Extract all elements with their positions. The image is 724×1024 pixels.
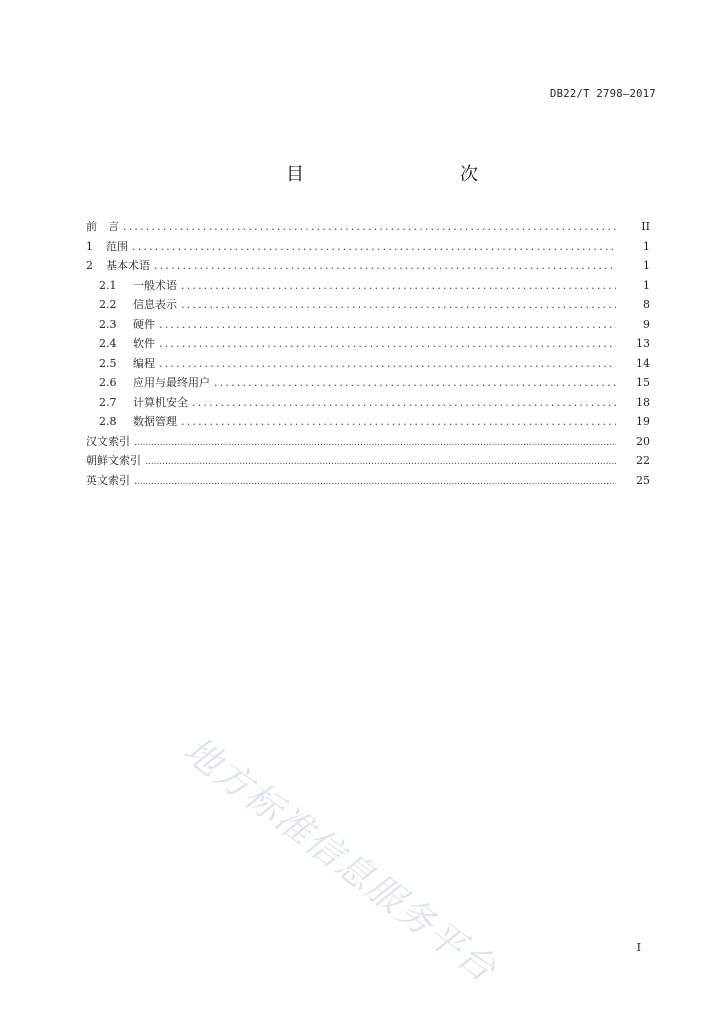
toc-entry-number: 前 言 xyxy=(86,220,119,233)
toc-entry-number: 2.4 xyxy=(99,337,117,350)
toc-entry[interactable] xyxy=(86,394,650,414)
watermark: 地方标准信息服务平台 xyxy=(175,729,505,991)
toc-entry-number: 2.2 xyxy=(99,298,117,311)
toc-entry-page: 22 xyxy=(636,454,650,467)
toc-leader-dots xyxy=(192,396,616,409)
toc-entry-page: 1 xyxy=(643,259,650,272)
toc-entry[interactable] xyxy=(86,374,650,394)
toc-entry-label: 信息表示 xyxy=(133,298,177,311)
page-title: 目 次 xyxy=(286,164,518,185)
toc-entry-page: 25 xyxy=(636,473,650,487)
toc-leader-dots xyxy=(181,415,616,428)
toc-entry-page: 13 xyxy=(636,337,650,350)
toc-entry[interactable] xyxy=(86,355,650,375)
toc-entry-number: 2.3 xyxy=(99,317,117,331)
toc-leader-dots xyxy=(132,240,616,253)
toc-entry[interactable] xyxy=(86,296,650,316)
toc-entry-label: 汉文索引 xyxy=(86,434,130,448)
toc-entry-number: 2.8 xyxy=(99,415,117,428)
toc-entry[interactable] xyxy=(86,433,650,453)
toc-entry-page: 18 xyxy=(636,395,650,409)
toc-leader-dots xyxy=(134,438,616,448)
toc-entry-label: 编程 xyxy=(133,356,155,370)
toc-entry-label: 数据管理 xyxy=(133,415,177,428)
toc-entry[interactable] xyxy=(86,472,650,492)
toc-entry-label: 朝鲜文索引 xyxy=(86,454,141,467)
toc-entry[interactable] xyxy=(86,452,650,472)
toc-leader-dots xyxy=(159,337,616,350)
toc-entry-page: 9 xyxy=(643,317,650,331)
toc-leader-dots xyxy=(134,477,616,487)
toc-entry-number: 1 xyxy=(86,239,93,253)
toc-entry-number: 2.5 xyxy=(99,356,117,370)
toc-entry[interactable] xyxy=(86,335,650,355)
toc-entry-label: 基本术语 xyxy=(106,259,150,272)
toc-entry-label: 范围 xyxy=(106,239,128,253)
toc-entry[interactable] xyxy=(86,316,650,336)
toc-entry[interactable] xyxy=(86,257,650,277)
toc-entry[interactable] xyxy=(86,277,650,297)
toc-entry[interactable] xyxy=(86,218,650,238)
document-code: DB22/T 2798—2017 xyxy=(550,88,656,100)
toc-entry-number: 2.7 xyxy=(99,395,117,409)
toc-entry-number: 2.6 xyxy=(99,376,117,389)
toc-entry-page: 14 xyxy=(636,356,650,370)
toc-entry-page: 8 xyxy=(643,298,650,311)
toc-entry-page: II xyxy=(641,220,650,233)
toc-entry-number: 2.1 xyxy=(99,278,117,292)
toc-entry-page: 1 xyxy=(643,278,650,292)
toc-entry-page: 20 xyxy=(636,434,650,448)
toc-leader-dots xyxy=(145,457,616,467)
toc-entry[interactable] xyxy=(86,413,650,433)
table-of-contents xyxy=(86,218,650,491)
toc-entry-page: 1 xyxy=(643,239,650,253)
toc-entry-label: 硬件 xyxy=(133,317,155,331)
toc-leader-dots xyxy=(123,220,616,233)
toc-entry-label: 计算机安全 xyxy=(133,395,188,409)
toc-leader-dots xyxy=(181,298,616,311)
toc-entry-number: 2 xyxy=(86,259,93,272)
toc-entry[interactable] xyxy=(86,238,650,258)
toc-entry-label: 一般术语 xyxy=(133,278,177,292)
toc-leader-dots xyxy=(159,318,616,331)
toc-entry-label: 应用与最终用户 xyxy=(133,376,210,389)
toc-leader-dots xyxy=(159,357,616,370)
toc-leader-dots xyxy=(214,376,616,389)
toc-entry-page: 15 xyxy=(636,376,650,389)
toc-leader-dots xyxy=(154,259,616,272)
page-number: I xyxy=(636,941,641,954)
toc-entry-page: 19 xyxy=(636,415,650,428)
toc-entry-label: 软件 xyxy=(133,337,155,350)
toc-leader-dots xyxy=(181,279,616,292)
toc-entry-label: 英文索引 xyxy=(86,473,130,487)
